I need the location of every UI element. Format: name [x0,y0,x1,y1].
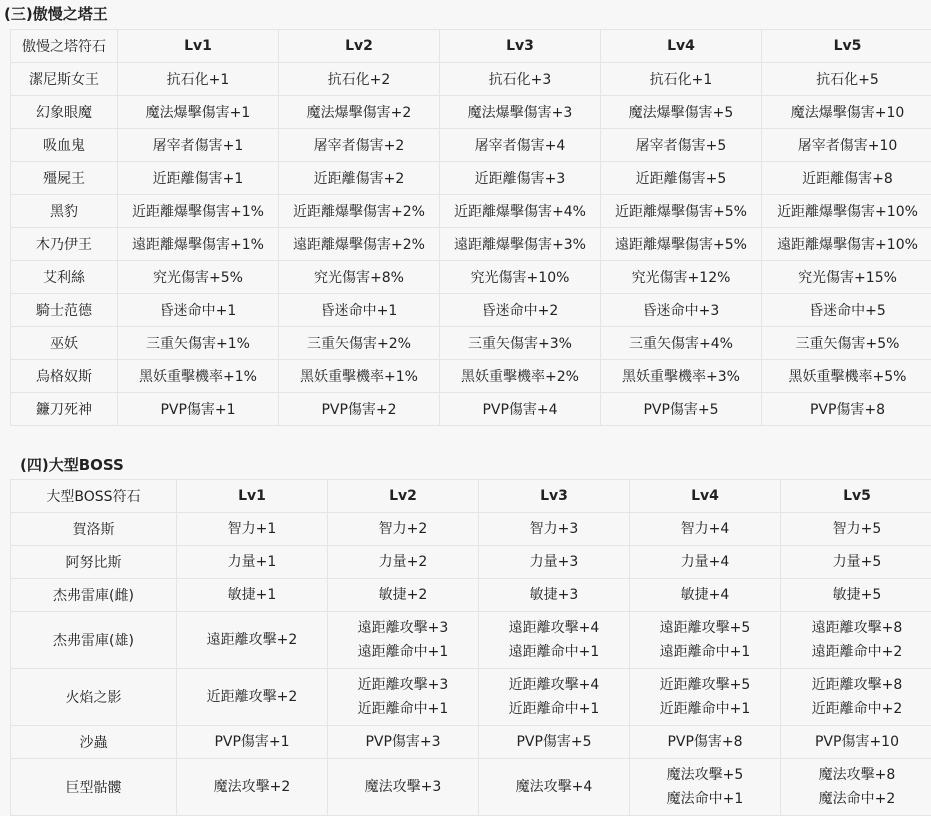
rune-effect-cell [177,579,328,612]
rune-effect-cell: 三重矢傷害+1% [118,327,279,360]
rune-effect-cell: 魔法爆擊傷害+10 [762,96,931,129]
rune-name: 巨型骷髏 [11,759,177,816]
rune-effect-cell [328,579,479,612]
effect-line: 遠距離命中+1 [479,640,629,664]
effect-line: 遠距離攻擊+3 [328,616,478,640]
header-level-2: Lv2 [328,480,479,513]
table-row [11,513,931,546]
effect-line: 近距離攻擊+8 [781,673,931,697]
rune-effect-cell [781,669,931,726]
effect-line: 近距離攻擊+3 [328,673,478,697]
rune-effect-cell: 黑妖重擊機率+3% [601,360,762,393]
rune-effect-cell: 魔法爆擊傷害+3 [440,96,601,129]
table-row [11,360,931,393]
rune-effect-cell: 究光傷害+8% [279,261,440,294]
header-level-3: Lv3 [440,30,601,63]
rune-effect-cell: 魔法爆擊傷害+2 [279,96,440,129]
rune-effect-cell [328,513,479,546]
section-title-tower-king: (三)傲慢之塔王 [4,4,108,24]
rune-name: 騎士范德 [11,294,118,327]
rune-name: 阿努比斯 [11,546,177,579]
rune-effect-cell: 昏迷命中+5 [762,294,931,327]
header-level-1: Lv1 [177,480,328,513]
effect-line: 近距離命中+1 [479,697,629,721]
effect-line: 力量+2 [328,550,478,574]
table-row [11,162,931,195]
rune-effect-cell: 近距離傷害+2 [279,162,440,195]
effect-line: 智力+2 [328,517,478,541]
rune-effect-cell: 近距離傷害+1 [118,162,279,195]
table-row [11,195,931,228]
rune-effect-cell [630,513,781,546]
rune-effect-cell: 究光傷害+15% [762,261,931,294]
rune-effect-cell [177,669,328,726]
rune-effect-cell: 屠宰者傷害+4 [440,129,601,162]
rune-name: 鐮刀死神 [11,393,118,426]
effect-line: 遠距離命中+1 [328,640,478,664]
effect-line: 魔法攻擊+2 [177,775,327,799]
rune-effect-cell [479,513,630,546]
rune-effect-cell [479,612,630,669]
header-level-3: Lv3 [479,480,630,513]
effect-line: 魔法攻擊+3 [328,775,478,799]
rune-effect-cell: 遠距離爆擊傷害+3% [440,228,601,261]
effect-line: 近距離命中+1 [328,697,478,721]
effect-line: 力量+4 [630,550,780,574]
rune-effect-cell: 昏迷命中+1 [279,294,440,327]
rune-name: 巫妖 [11,327,118,360]
rune-effect-cell: 屠宰者傷害+5 [601,129,762,162]
effect-line: 智力+5 [781,517,931,541]
rune-effect-cell: PVP傷害+5 [601,393,762,426]
table-row [11,759,931,816]
rune-effect-cell: 近距離爆擊傷害+1% [118,195,279,228]
rune-effect-cell [630,579,781,612]
rune-effect-cell: 抗石化+1 [118,63,279,96]
header-level-1: Lv1 [118,30,279,63]
rune-effect-cell: 抗石化+1 [601,63,762,96]
rune-name: 潔尼斯女王 [11,63,118,96]
rune-effect-cell [177,546,328,579]
rune-effect-cell: 抗石化+2 [279,63,440,96]
rune-name: 幻象眼魔 [11,96,118,129]
effect-line: 近距離命中+2 [781,697,931,721]
table-row [11,327,931,360]
rune-effect-cell [328,612,479,669]
rune-effect-cell [781,612,931,669]
rune-name: 烏格奴斯 [11,360,118,393]
header-rune-column: 大型BOSS符石 [11,480,177,513]
rune-effect-cell: 抗石化+5 [762,63,931,96]
effect-line: 近距離攻擊+4 [479,673,629,697]
effect-line: PVP傷害+3 [328,730,478,754]
rune-effect-cell: 近距離爆擊傷害+2% [279,195,440,228]
effect-line: 遠距離攻擊+2 [177,628,327,652]
table-row [11,546,931,579]
rune-name: 吸血鬼 [11,129,118,162]
rune-effect-cell: 三重矢傷害+2% [279,327,440,360]
rune-effect-cell [177,513,328,546]
rune-name: 木乃伊王 [11,228,118,261]
effect-line: PVP傷害+10 [781,730,931,754]
rune-effect-cell: 近距離傷害+5 [601,162,762,195]
rune-effect-cell: 遠距離爆擊傷害+1% [118,228,279,261]
rune-effect-cell [781,513,931,546]
boss-rune-table [10,479,931,816]
rune-effect-cell: 屠宰者傷害+1 [118,129,279,162]
rune-effect-cell: 黑妖重擊機率+1% [118,360,279,393]
effect-line: PVP傷害+5 [479,730,629,754]
rune-effect-cell: 近距離爆擊傷害+4% [440,195,601,228]
effect-line: 智力+1 [177,517,327,541]
effect-line: 智力+4 [630,517,780,541]
effect-line: 遠距離命中+1 [630,640,780,664]
table-row [11,228,931,261]
rune-effect-cell [328,669,479,726]
rune-effect-cell: 遠距離爆擊傷害+5% [601,228,762,261]
table-row [11,726,931,759]
rune-effect-cell: 魔法爆擊傷害+1 [118,96,279,129]
rune-name: 賀洛斯 [11,513,177,546]
rune-effect-cell [630,726,781,759]
table-row [11,579,931,612]
table-row [11,261,931,294]
header-level-5: Lv5 [781,480,931,513]
rune-effect-cell [479,579,630,612]
rune-effect-cell: PVP傷害+4 [440,393,601,426]
header-level-4: Lv4 [601,30,762,63]
effect-line: 遠距離命中+2 [781,640,931,664]
effect-line: 魔法攻擊+5 [630,763,780,787]
effect-line: 魔法命中+1 [630,787,780,811]
effect-line: 魔法攻擊+8 [781,763,931,787]
table-row [11,612,931,669]
effect-line: 力量+3 [479,550,629,574]
header-rune-column: 傲慢之塔符石 [11,30,118,63]
effect-line: 魔法命中+2 [781,787,931,811]
rune-effect-cell [781,726,931,759]
effect-line: 近距離攻擊+5 [630,673,780,697]
table-row [11,63,931,96]
rune-effect-cell: 究光傷害+12% [601,261,762,294]
effect-line: 敏捷+5 [781,583,931,607]
rune-effect-cell: 黑妖重擊機率+1% [279,360,440,393]
rune-name: 火焰之影 [11,669,177,726]
header-level-2: Lv2 [279,30,440,63]
effect-line: 魔法攻擊+4 [479,775,629,799]
header-level-5: Lv5 [762,30,931,63]
effect-line: 敏捷+1 [177,583,327,607]
rune-effect-cell: 黑妖重擊機率+2% [440,360,601,393]
effect-line: 遠距離攻擊+4 [479,616,629,640]
rune-effect-cell: PVP傷害+2 [279,393,440,426]
effect-line: PVP傷害+1 [177,730,327,754]
tower-rune-table [10,29,931,426]
rune-effect-cell: 三重矢傷害+3% [440,327,601,360]
rune-effect-cell [630,546,781,579]
effect-line: 近距離攻擊+2 [177,685,327,709]
rune-effect-cell: 究光傷害+5% [118,261,279,294]
rune-name: 艾利絲 [11,261,118,294]
rune-effect-cell [328,726,479,759]
table-header-row [11,480,931,513]
rune-effect-cell [328,759,479,816]
rune-effect-cell [781,579,931,612]
rune-effect-cell [177,612,328,669]
table-row [11,393,931,426]
table-header-row [11,30,931,63]
rune-effect-cell: PVP傷害+1 [118,393,279,426]
rune-effect-cell: 近距離傷害+3 [440,162,601,195]
rune-effect-cell: 三重矢傷害+5% [762,327,931,360]
rune-effect-cell: 近距離爆擊傷害+5% [601,195,762,228]
effect-line: 近距離命中+1 [630,697,780,721]
table-row [11,129,931,162]
effect-line: 遠距離攻擊+5 [630,616,780,640]
rune-effect-cell: 究光傷害+10% [440,261,601,294]
effect-line: 力量+5 [781,550,931,574]
effect-line: 敏捷+2 [328,583,478,607]
rune-effect-cell: 近距離爆擊傷害+10% [762,195,931,228]
rune-name: 黑豹 [11,195,118,228]
rune-effect-cell: 黑妖重擊機率+5% [762,360,931,393]
rune-effect-cell: 昏迷命中+1 [118,294,279,327]
effect-line: 力量+1 [177,550,327,574]
rune-effect-cell: 屠宰者傷害+2 [279,129,440,162]
rune-effect-cell [630,669,781,726]
rune-effect-cell [479,759,630,816]
rune-effect-cell: PVP傷害+8 [762,393,931,426]
rune-name: 杰弗雷庫(雌) [11,579,177,612]
table-row [11,294,931,327]
rune-effect-cell [479,546,630,579]
rune-effect-cell [781,546,931,579]
effect-line: 智力+3 [479,517,629,541]
effect-line: 遠距離攻擊+8 [781,616,931,640]
rune-effect-cell: 魔法爆擊傷害+5 [601,96,762,129]
rune-effect-cell: 近距離傷害+8 [762,162,931,195]
rune-effect-cell [630,759,781,816]
effect-line: PVP傷害+8 [630,730,780,754]
rune-effect-cell: 遠距離爆擊傷害+10% [762,228,931,261]
rune-effect-cell [479,726,630,759]
rune-effect-cell [630,612,781,669]
table-row [11,669,931,726]
rune-effect-cell: 昏迷命中+2 [440,294,601,327]
rune-effect-cell: 昏迷命中+3 [601,294,762,327]
rune-name: 杰弗雷庫(雄) [11,612,177,669]
rune-effect-cell [177,759,328,816]
rune-effect-cell [479,669,630,726]
rune-effect-cell: 三重矢傷害+4% [601,327,762,360]
rune-effect-cell [177,726,328,759]
rune-effect-cell [781,759,931,816]
section-title-large-boss: (四)大型BOSS [20,455,124,475]
rune-effect-cell: 屠宰者傷害+10 [762,129,931,162]
rune-name: 沙蟲 [11,726,177,759]
table-row [11,96,931,129]
rune-effect-cell [328,546,479,579]
effect-line: 敏捷+4 [630,583,780,607]
effect-line: 敏捷+3 [479,583,629,607]
rune-effect-cell: 抗石化+3 [440,63,601,96]
header-level-4: Lv4 [630,480,781,513]
rune-effect-cell: 遠距離爆擊傷害+2% [279,228,440,261]
rune-name: 殭屍王 [11,162,118,195]
